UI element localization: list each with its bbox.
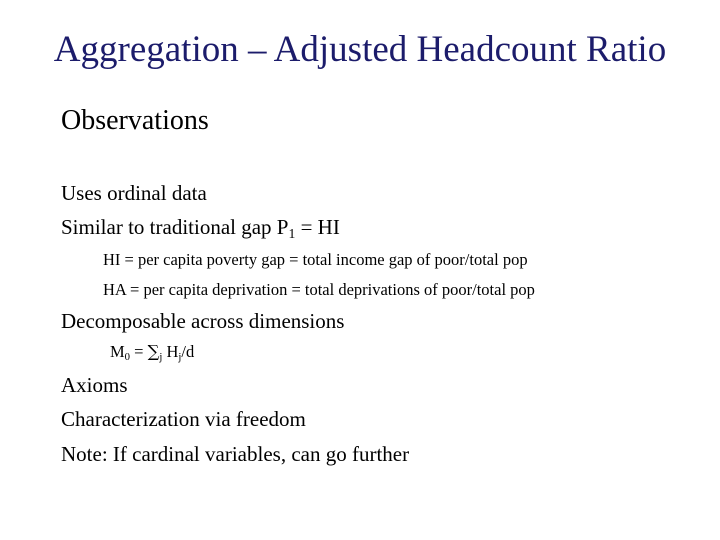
formula-m: M <box>110 342 125 361</box>
slide-title: Aggregation – Adjusted Headcount Ratio <box>53 29 667 70</box>
sub-bullet-hi: HI = per capita poverty gap = total income gap of poor/total pop <box>103 250 528 269</box>
bullet-note: Note: If cardinal variables, can go further <box>61 442 410 466</box>
bullet-uses-ordinal: Uses ordinal data <box>61 181 207 205</box>
formula-tail: /d <box>181 342 195 361</box>
section-heading: Observations <box>61 105 209 136</box>
similar-prefix: Similar to traditional gap P <box>61 215 289 239</box>
p-subscript: 1 <box>288 226 296 242</box>
sub-bullet-ha: HA = per capita deprivation = total deprivations of poor/total pop <box>103 280 535 299</box>
formula-h-sub: j <box>178 351 182 364</box>
formula-m-sub: 0 <box>124 351 131 364</box>
sum-symbol: ∑ <box>147 342 160 361</box>
formula-equals: = <box>130 342 148 361</box>
formula-h: H <box>162 342 179 361</box>
bullet-similar-gap <box>61 214 340 240</box>
sum-subscript: j <box>159 351 163 364</box>
bullet-decomposable: Decomposable across dimensions <box>61 309 345 333</box>
bullet-characterization: Characterization via freedom <box>61 407 306 431</box>
bullet-axioms: Axioms <box>61 373 128 397</box>
formula-m0 <box>110 341 194 363</box>
similar-suffix: = HI <box>295 215 340 239</box>
